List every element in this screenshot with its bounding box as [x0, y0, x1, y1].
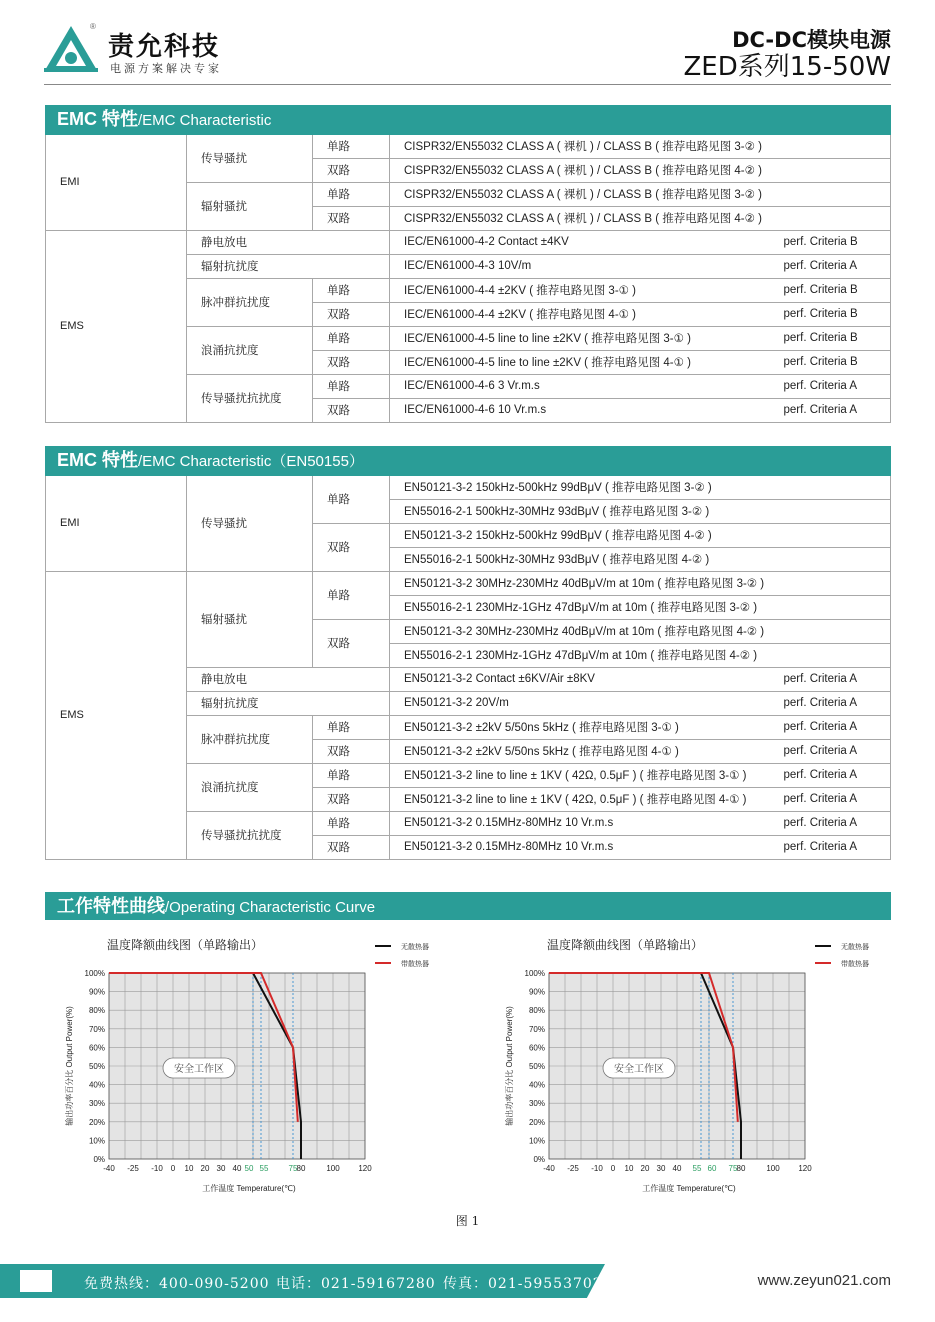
cell-c2: 浪涌抗扰度	[187, 763, 313, 811]
chart-title: 温度降额曲线图（单路输出）	[106, 938, 264, 952]
cell-c4: EN50121-3-2 0.15MHz-80MHz 10 Vr.m.s	[390, 811, 768, 835]
legend-label-0: 无散热器	[841, 944, 869, 951]
y-tick-label: 100%	[84, 969, 105, 978]
cell-c5: perf. Criteria A	[768, 763, 891, 787]
x-tick-label: -40	[543, 1164, 555, 1173]
cell-c3: 双路	[313, 619, 390, 667]
y-tick-label: 10%	[88, 1136, 105, 1146]
cell-c2: 辐射抗扰度	[187, 691, 390, 715]
header-divider	[44, 84, 891, 85]
product-title: DC-DC模块电源	[732, 28, 891, 52]
cell-c3: 双路	[313, 398, 390, 422]
x-tick-label: 30	[216, 1164, 226, 1173]
section-curve-title	[45, 892, 891, 920]
section-curve-title-cn: 工作特性曲线	[57, 896, 165, 916]
table-row	[46, 134, 891, 158]
cell-c3: 双路	[313, 158, 390, 182]
cell-c4: EN50121-3-2 ±2kV 5/50ns 5kHz ( 推荐电路见图 3-① )	[390, 715, 768, 739]
region-label: 安全工作区	[614, 1064, 664, 1075]
cell-c5	[768, 182, 891, 206]
cell-c5	[768, 571, 891, 595]
legend-label-1: 带散热器	[841, 961, 869, 968]
cell-c5: perf. Criteria A	[768, 374, 891, 398]
derating-chart-1-svg	[55, 930, 455, 1200]
footer-hotline: 免费热线：400-090-5200	[84, 1276, 270, 1292]
cell-c5: perf. Criteria B	[768, 350, 891, 374]
cell-c3: 单路	[313, 715, 390, 739]
y-tick-label: 30%	[88, 1099, 105, 1109]
cell-c4: CISPR32/EN55032 CLASS A ( 裸机 ) / CLASS B ( 推荐电路见图 4-② )	[390, 206, 768, 230]
cell-c4: EN50121-3-2 150kHz-500kHz 99dBμV ( 推荐电路见图 3-② )	[390, 475, 768, 499]
x-tick-label: 120	[358, 1164, 372, 1173]
cell-c4: EN55016-2-1 500kHz-30MHz 93dBμV ( 推荐电路见图 4-② )	[390, 547, 768, 571]
cell-c5	[768, 595, 891, 619]
brand-slogan: 电源方案解决专家	[110, 62, 222, 75]
cell-c3: 双路	[313, 523, 390, 571]
brand-name: 责允科技	[108, 32, 221, 62]
y-tick-label: 10%	[528, 1136, 545, 1146]
x-tick-label: 20	[640, 1164, 650, 1173]
x-tick-label: 100	[326, 1164, 340, 1173]
cell-c4: IEC/EN61000-4-5 line to line ±2KV ( 推荐电路见图 3-① )	[390, 326, 768, 350]
x-tick-label: 120	[798, 1164, 812, 1173]
x-tick-label: 40	[672, 1164, 682, 1173]
cell-c2: 传导骚扰	[187, 134, 313, 182]
cell-c5: perf. Criteria A	[768, 811, 891, 835]
cell-c3: 双路	[313, 206, 390, 230]
y-tick-label: 70%	[528, 1024, 545, 1034]
cell-c3: 单路	[313, 475, 390, 523]
cell-c3: 单路	[313, 134, 390, 158]
cell-c3: 双路	[313, 302, 390, 326]
cell-c4: EN50121-3-2 150kHz-500kHz 99dBμV ( 推荐电路见图 4-② )	[390, 523, 768, 547]
x-tick-label: 80	[296, 1164, 306, 1173]
legend-label-0: 无散热器	[401, 944, 429, 951]
cell-c4: IEC/EN61000-4-4 ±2KV ( 推荐电路见图 3-① )	[390, 278, 768, 302]
cell-c5	[768, 547, 891, 571]
page-footer	[0, 1262, 935, 1302]
cell-c4: EN50121-3-2 0.15MHz-80MHz 10 Vr.m.s	[390, 835, 768, 859]
x-tick-label: -10	[151, 1164, 163, 1173]
cell-c4: EN50121-3-2 line to line ± 1KV ( 42Ω, 0.5μF ) ( 推荐电路见图 3-① )	[390, 763, 768, 787]
x-tick-label: 50	[244, 1164, 254, 1173]
x-tick-label: 20	[200, 1164, 210, 1173]
cell-c4: IEC/EN61000-4-2 Contact ±4KV	[390, 230, 768, 254]
y-tick-label: 70%	[88, 1024, 105, 1034]
cell-c4: EN50121-3-2 30MHz-230MHz 40dBμV/m at 10m ( 推荐电路见图 4-② )	[390, 619, 768, 643]
section-emc-title	[45, 105, 891, 133]
derating-chart-2-svg	[495, 930, 895, 1200]
y-tick-label: 80%	[528, 1006, 545, 1016]
cell-c4: IEC/EN61000-4-3 10V/m	[390, 254, 768, 278]
cell-c4: EN55016-2-1 230MHz-1GHz 47dBμV/m at 10m ( 推荐电路见图 4-② )	[390, 643, 768, 667]
cell-c4: IEC/EN61000-4-4 ±2KV ( 推荐电路见图 4-① )	[390, 302, 768, 326]
cell-c4: EN50121-3-2 20V/m	[390, 691, 768, 715]
chart-title: 温度降额曲线图（单路输出）	[546, 938, 704, 952]
cell-c3: 双路	[313, 739, 390, 763]
cell-c4: EN50121-3-2 Contact ±6KV/Air ±8KV	[390, 667, 768, 691]
cell-c4: CISPR32/EN55032 CLASS A ( 裸机 ) / CLASS B ( 推荐电路见图 3-② )	[390, 134, 768, 158]
legend-label-1: 带散热器	[401, 961, 429, 968]
section-curve-title-en: /Operating Characteristic Curve	[165, 899, 376, 916]
cell-c4: IEC/EN61000-4-5 line to line ±2KV ( 推荐电路见图 4-① )	[390, 350, 768, 374]
section-emc-en50155-title	[45, 446, 891, 474]
y-tick-label: 30%	[528, 1099, 545, 1109]
y-tick-label: 90%	[88, 987, 105, 997]
cell-c5: perf. Criteria A	[768, 715, 891, 739]
company-logo-icon	[42, 24, 100, 74]
cell-c4: EN50121-3-2 30MHz-230MHz 40dBμV/m at 10m ( 推荐电路见图 3-② )	[390, 571, 768, 595]
cell-c5	[768, 134, 891, 158]
cell-c1: EMS	[46, 571, 187, 859]
cell-c4: EN50121-3-2 line to line ± 1KV ( 42Ω, 0.5μF ) ( 推荐电路见图 4-① )	[390, 787, 768, 811]
section-emc-title-cn: EMC 特性	[57, 109, 138, 129]
cell-c5: perf. Criteria A	[768, 254, 891, 278]
cell-c3: 单路	[313, 326, 390, 350]
cell-c3: 单路	[313, 571, 390, 619]
y-tick-label: 80%	[88, 1006, 105, 1016]
table-row	[46, 230, 891, 254]
cell-c3: 双路	[313, 350, 390, 374]
section-emc-en50155-title-en: /EMC Characteristic（EN50155）	[138, 453, 364, 470]
cell-c2: 脉冲群抗扰度	[187, 278, 313, 326]
cell-c5: perf. Criteria A	[768, 739, 891, 763]
x-tick-label: -40	[103, 1164, 115, 1173]
x-tick-label: 40	[232, 1164, 242, 1173]
cell-c1: EMI	[46, 475, 187, 571]
cell-c5: perf. Criteria B	[768, 302, 891, 326]
x-tick-label: 10	[184, 1164, 194, 1173]
cell-c2: 静电放电	[187, 667, 390, 691]
cell-c5	[768, 158, 891, 182]
cell-c5	[768, 643, 891, 667]
cell-c3: 单路	[313, 182, 390, 206]
cell-c5	[768, 619, 891, 643]
x-tick-label: 55	[259, 1164, 269, 1173]
x-tick-label: -25	[127, 1164, 139, 1173]
section-emc-en50155-title-cn: EMC 特性	[57, 450, 138, 470]
y-tick-label: 50%	[88, 1062, 105, 1071]
cell-c4: EN50121-3-2 ±2kV 5/50ns 5kHz ( 推荐电路见图 4-① )	[390, 739, 768, 763]
footer-website[interactable]: www.zeyun021.com	[757, 1272, 891, 1289]
x-tick-label: 75	[728, 1164, 738, 1173]
y-tick-label: 60%	[528, 1043, 545, 1053]
x-tick-label: 10	[624, 1164, 634, 1173]
cell-c4: EN55016-2-1 500kHz-30MHz 93dBμV ( 推荐电路见图 3-② )	[390, 499, 768, 523]
derating-chart-2	[495, 930, 895, 1200]
cell-c4: CISPR32/EN55032 CLASS A ( 裸机 ) / CLASS B ( 推荐电路见图 3-② )	[390, 182, 768, 206]
y-tick-label: 50%	[528, 1062, 545, 1071]
cell-c5: perf. Criteria A	[768, 787, 891, 811]
x-tick-label: -25	[567, 1164, 579, 1173]
cell-c3: 单路	[313, 763, 390, 787]
cell-c2: 传导骚扰抗扰度	[187, 374, 313, 422]
cell-c2: 浪涌抗扰度	[187, 326, 313, 374]
x-tick-label: 75	[288, 1164, 298, 1173]
cell-c4: CISPR32/EN55032 CLASS A ( 裸机 ) / CLASS B ( 推荐电路见图 4-② )	[390, 158, 768, 182]
cell-c5: perf. Criteria B	[768, 230, 891, 254]
cell-c5	[768, 206, 891, 230]
y-tick-label: 0%	[93, 1155, 105, 1164]
cell-c2: 脉冲群抗扰度	[187, 715, 313, 763]
x-tick-label: -10	[591, 1164, 603, 1173]
product-series: ZED系列15-50W	[683, 52, 891, 82]
cell-c1: EMS	[46, 230, 187, 422]
cell-c5	[768, 523, 891, 547]
footer-fax: 传真：021-59553702	[443, 1276, 603, 1292]
table-row	[46, 571, 891, 595]
cell-c3: 单路	[313, 278, 390, 302]
x-tick-label: 60	[707, 1164, 717, 1173]
y-tick-label: 90%	[528, 987, 545, 997]
cell-c5	[768, 475, 891, 499]
emc-en50155-table	[45, 474, 891, 860]
section-emc-title-en: /EMC Characteristic	[138, 112, 272, 129]
x-tick-label: 80	[736, 1164, 746, 1173]
registered-mark: ®	[90, 22, 96, 31]
cell-c2: 辐射抗扰度	[187, 254, 390, 278]
cell-c2: 传导骚扰	[187, 475, 313, 571]
y-axis-label: 输出功率百分比 Output Power(%)	[65, 1006, 74, 1126]
x-tick-label: 55	[692, 1164, 702, 1173]
cell-c2: 传导骚扰抗扰度	[187, 811, 313, 859]
y-tick-label: 100%	[524, 969, 545, 978]
x-tick-label: 100	[766, 1164, 780, 1173]
region-label: 安全工作区	[174, 1064, 224, 1075]
cell-c3: 单路	[313, 374, 390, 398]
cell-c2: 辐射骚扰	[187, 571, 313, 667]
derating-chart-1	[55, 930, 455, 1200]
cell-c5: perf. Criteria B	[768, 278, 891, 302]
y-tick-label: 0%	[533, 1155, 545, 1164]
cell-c3: 双路	[313, 835, 390, 859]
cell-c5: perf. Criteria A	[768, 691, 891, 715]
x-tick-label: 0	[170, 1164, 176, 1173]
cell-c3: 双路	[313, 787, 390, 811]
cell-c4: IEC/EN61000-4-6 10 Vr.m.s	[390, 398, 768, 422]
figure-label: 图 1	[455, 1214, 480, 1228]
y-tick-label: 40%	[88, 1080, 105, 1090]
footer-box	[20, 1270, 52, 1292]
cell-c1: EMI	[46, 134, 187, 230]
y-tick-label: 60%	[88, 1043, 105, 1053]
cell-c2: 静电放电	[187, 230, 390, 254]
x-tick-label: 0	[610, 1164, 616, 1173]
cell-c2: 辐射骚扰	[187, 182, 313, 230]
table-row	[46, 475, 891, 499]
x-tick-label: 30	[656, 1164, 666, 1173]
y-axis-label: 输出功率百分比 Output Power(%)	[505, 1006, 514, 1126]
cell-c4: EN55016-2-1 230MHz-1GHz 47dBμV/m at 10m ( 推荐电路见图 3-② )	[390, 595, 768, 619]
y-tick-label: 20%	[88, 1117, 105, 1127]
x-axis-label: 工作温度 Temperature(℃)	[642, 1184, 736, 1193]
cell-c5	[768, 499, 891, 523]
cell-c3: 单路	[313, 811, 390, 835]
cell-c5: perf. Criteria B	[768, 326, 891, 350]
cell-c5: perf. Criteria A	[768, 667, 891, 691]
cell-c4: IEC/EN61000-4-6 3 Vr.m.s	[390, 374, 768, 398]
footer-phone: 电话：021-59167280	[276, 1276, 436, 1292]
page-header	[0, 0, 935, 90]
y-tick-label: 20%	[528, 1117, 545, 1127]
cell-c5: perf. Criteria A	[768, 835, 891, 859]
x-axis-label: 工作温度 Temperature(℃)	[202, 1184, 296, 1193]
cell-c5: perf. Criteria A	[768, 398, 891, 422]
y-tick-label: 40%	[528, 1080, 545, 1090]
emc-table	[45, 133, 891, 423]
